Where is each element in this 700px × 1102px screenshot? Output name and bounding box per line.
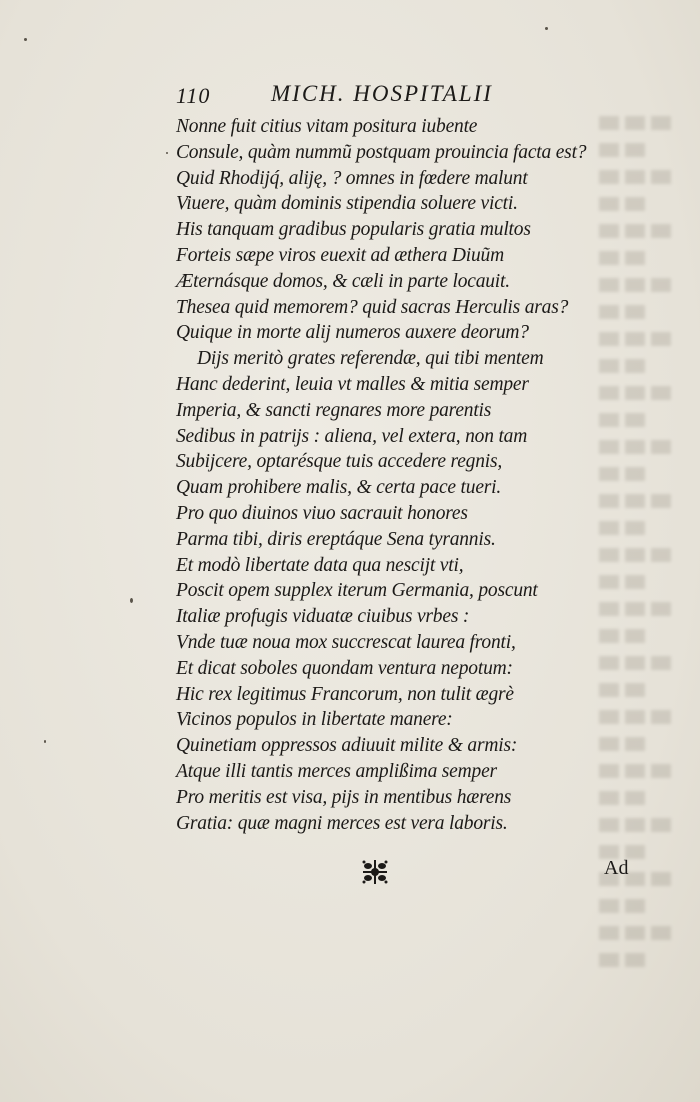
verse-block <box>176 114 656 836</box>
page-number: 110 <box>176 83 211 108</box>
verse-line: Subijcere, optarésque tuis accedere regnis, <box>176 451 503 473</box>
verse-line: Quique in morte alij numeros auxere deorum? <box>176 322 529 344</box>
verse-line: Gratia: quæ magni merces est vera laboris. <box>176 812 508 834</box>
verse-line: Et modò libertate data qua nescijt vti, <box>176 554 464 576</box>
verse-line: Forteis sæpe viros euexit ad æthera Diuũm <box>176 244 504 266</box>
verse-line: Sedibus in patrijs : aliena, vel extera, non tam <box>176 425 528 447</box>
verse-line: Italiæ profugis viduatæ ciuibus vrbes : <box>176 606 470 628</box>
verse-line: Pro meritis est visa, pijs in mentibus hærens <box>176 786 512 808</box>
verse-line: Vnde tuæ noua mox succrescat laurea fronti, <box>176 631 516 653</box>
paper-speck <box>545 27 548 30</box>
verse-line: Atque illi tantis merces amplißima semper <box>176 760 497 782</box>
verse-line: Parma tibi, diris ereptáque Sena tyrannis. <box>176 528 496 550</box>
page-header <box>176 81 556 111</box>
verse-line: Thesea quid memorem? quid sacras Herculis aras? <box>176 296 569 318</box>
verse-line: Vicinos populos in libertate manere: <box>176 709 453 731</box>
verse-line: Quinetiam oppressos adiuuit milite & armis: <box>176 735 518 757</box>
verse-line: Viuere, quàm dominis stipendia soluere victi. <box>176 193 518 215</box>
paper-speck <box>24 38 27 41</box>
catchword: Ad <box>604 857 629 879</box>
verse-line: Æternásque domos, & cæli in parte locauit. <box>176 270 510 292</box>
verse-line: Quam prohibere malis, & certa pace tueri. <box>176 477 502 499</box>
verse-line: Hic rex legitimus Francorum, non tulit ægrè <box>176 683 514 705</box>
verse-line: His tanquam gradibus popularis gratia multos <box>176 219 531 241</box>
verse-line: Consule, quàm nummũ postquam prouincia facta est? <box>176 141 587 163</box>
verse-line: Dijs meritò grates referendæ, qui tibi mentem <box>197 348 544 370</box>
verse-line: Poscit opem supplex iterum Germania, poscunt <box>176 580 538 602</box>
verse-line: Nonne fuit citius vitam positura iubente <box>176 116 478 137</box>
verse-line: Hanc dederint, leuia vt malles & mitia semper <box>176 373 529 395</box>
verse-line: Imperia, & sancti regnares more parentis <box>176 399 492 421</box>
running-head: MICH. HOSPITALII <box>271 81 493 106</box>
verse-line: Et dicat soboles quondam ventura nepotum: <box>176 657 513 679</box>
fleuron-ornament-icon <box>360 858 390 886</box>
paper-speck <box>44 740 46 743</box>
verse-line: Quid Rhodijq́, aliję, ? omnes in fœdere malunt <box>176 167 528 189</box>
verse-line: Pro quo diuinos viuo sacrauit honores <box>176 502 468 524</box>
paper-speck <box>166 152 168 154</box>
paper-speck <box>130 598 133 603</box>
